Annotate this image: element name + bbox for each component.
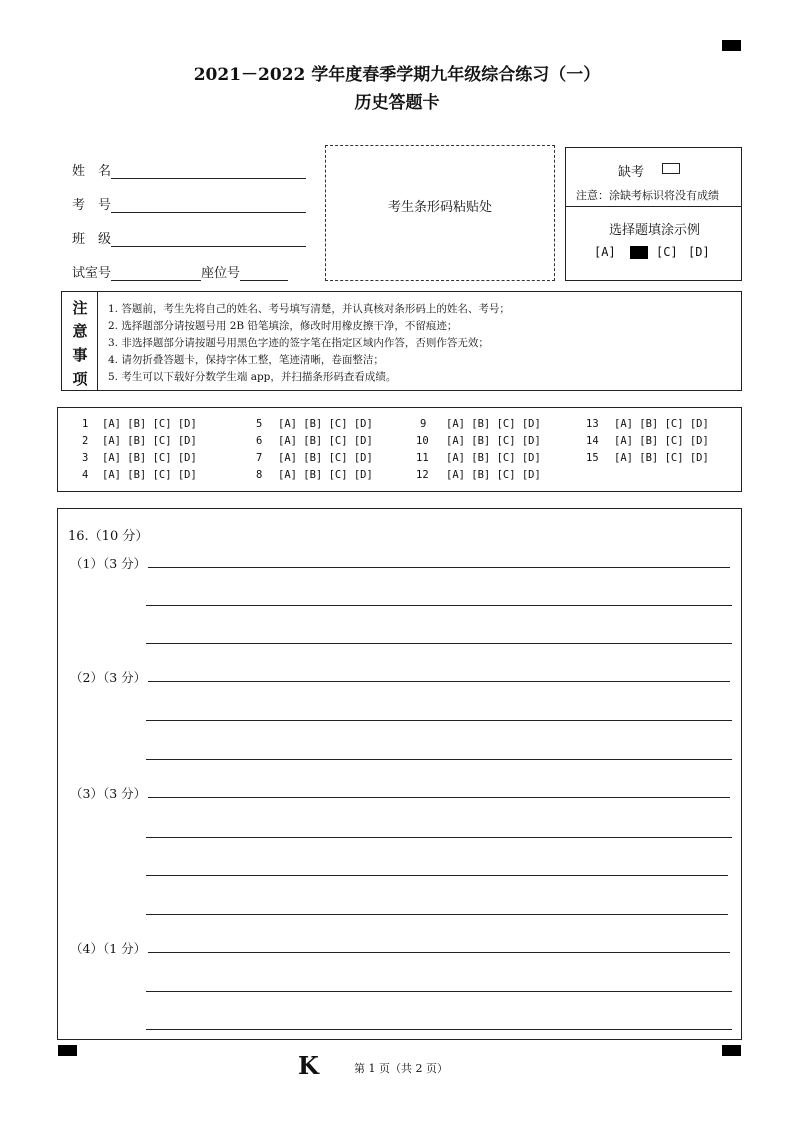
exam-no-field[interactable] — [72, 194, 306, 213]
answer-line[interactable] — [146, 759, 732, 760]
answer-line[interactable] — [146, 991, 732, 992]
choice-number: 14 — [586, 435, 599, 447]
barcode-label: 考生条形码粘贴处 — [387, 200, 492, 215]
choice-bubbles[interactable]: [A] [B] [C] [D] — [446, 418, 541, 430]
example-filled-bubble — [630, 246, 648, 259]
example-option-d: [D] — [688, 245, 710, 259]
answer-line[interactable] — [146, 875, 728, 876]
name-field[interactable] — [72, 160, 306, 179]
choice-bubbles[interactable]: [A] [B] [C] [D] — [102, 452, 197, 464]
choice-bubbles[interactable]: [A] [B] [C] [D] — [278, 418, 373, 430]
choice-bubbles[interactable]: [A] [B] [C] [D] — [446, 435, 541, 447]
choice-bubbles[interactable]: [A] [B] [C] [D] — [278, 452, 373, 464]
choice-bubbles[interactable]: [A] [B] [C] [D] — [278, 435, 373, 447]
choice-number: 9 — [420, 418, 427, 430]
notice-heading-char: 意 — [72, 322, 88, 340]
class-field[interactable] — [72, 228, 306, 247]
choice-bubbles[interactable]: [A] [B] [C] [D] — [614, 452, 709, 464]
question-16-title: 16.（10 分） — [68, 529, 149, 544]
part-3-label: （3）（3 分） — [70, 786, 147, 801]
choice-number: 8 — [256, 469, 263, 481]
choice-bubbles[interactable]: [A] [B] [C] [D] — [614, 418, 709, 430]
answer-line[interactable] — [148, 681, 730, 682]
choice-number: 4 — [82, 469, 89, 481]
page-number: 第 1 页（共 2 页） — [354, 1062, 448, 1075]
notice-item: 5. 考生可以下载好分数学生端 app，并扫描条形码查看成绩。 — [108, 371, 397, 383]
part-4-label: （4）（1 分） — [70, 941, 147, 956]
notice-item: 4. 请勿折叠答题卡，保持字体工整，笔迹清晰，卷面整洁； — [108, 354, 384, 366]
notice-box — [61, 291, 742, 391]
choice-number: 12 — [416, 469, 429, 481]
choice-number: 5 — [256, 418, 263, 430]
part-1-label: （1）（3 分） — [70, 556, 147, 571]
notice-item: 3. 非选择题部分请按题号用黑色字迹的签字笔在指定区域内作答，否则作答无效； — [108, 337, 489, 349]
room-seat-field[interactable] — [72, 262, 288, 281]
notice-heading-char: 事 — [72, 346, 88, 364]
choice-number: 2 — [82, 435, 89, 447]
notice-item: 2. 选择题部分请按题号用 2B 铅笔填涂，修改时用橡皮擦干净，不留痕迹； — [108, 320, 458, 332]
absent-box — [565, 147, 742, 207]
choice-number: 15 — [586, 452, 599, 464]
class-underline[interactable] — [111, 233, 306, 247]
absent-note: 注意：涂缺考标识将没有成绩 — [576, 189, 719, 202]
barcode-paste-area — [325, 145, 555, 281]
choice-number: 7 — [256, 452, 263, 464]
choice-answer-area — [57, 407, 742, 492]
registration-mark-top-right — [722, 40, 741, 51]
choice-bubbles[interactable]: [A] [B] [C] [D] — [102, 418, 197, 430]
answer-line[interactable] — [146, 605, 732, 606]
name-underline[interactable] — [111, 165, 306, 179]
part-2-label: （2）（3 分） — [70, 670, 147, 685]
notice-heading-char: 注 — [72, 299, 88, 317]
example-option-c: [C] — [656, 245, 678, 259]
choice-bubbles[interactable]: [A] [B] [C] [D] — [102, 469, 197, 481]
example-option-a: [A] — [594, 245, 616, 259]
choice-bubbles[interactable]: [A] [B] [C] [D] — [614, 435, 709, 447]
seat-underline[interactable] — [240, 267, 288, 281]
answer-line[interactable] — [148, 567, 730, 568]
fill-example-box — [565, 207, 742, 281]
absent-label: 缺考 — [618, 165, 645, 180]
choice-number: 13 — [586, 418, 599, 430]
answer-line[interactable] — [146, 643, 732, 644]
name-label: 姓 名 — [72, 164, 112, 179]
page-subtitle: 历史答题卡 — [354, 93, 440, 113]
class-label: 班 级 — [72, 232, 112, 247]
registration-mark-bottom-right — [722, 1045, 741, 1056]
notice-item: 1. 答题前，考生先将自己的姓名、考号填写清楚，并认真核对条形码上的姓名、考号； — [108, 303, 510, 315]
answer-line[interactable] — [146, 837, 732, 838]
fill-example-title: 选择题填涂示例 — [608, 223, 700, 238]
paper-version-letter: K — [298, 1051, 319, 1080]
exam-no-underline[interactable] — [111, 199, 306, 213]
choice-bubbles[interactable]: [A] [B] [C] [D] — [102, 435, 197, 447]
registration-mark-bottom-left — [58, 1045, 77, 1056]
choice-bubbles[interactable]: [A] [B] [C] [D] — [278, 469, 373, 481]
room-label: 试室号 — [72, 266, 112, 281]
choice-number: 3 — [82, 452, 89, 464]
notice-heading — [62, 292, 98, 390]
notice-heading-char: 项 — [72, 370, 88, 388]
exam-no-label: 考 号 — [72, 198, 112, 213]
answer-line[interactable] — [148, 952, 730, 953]
choice-bubbles[interactable]: [A] [B] [C] [D] — [446, 469, 541, 481]
answer-line[interactable] — [146, 1029, 732, 1030]
choice-number: 6 — [256, 435, 263, 447]
page-title: 2021－2022 学年度春季学期九年级综合练习（一） — [193, 65, 601, 85]
choice-number: 11 — [416, 452, 429, 464]
question-16-answer-area — [57, 508, 742, 1040]
room-underline[interactable] — [111, 267, 201, 281]
answer-line[interactable] — [146, 720, 732, 721]
choice-bubbles[interactable]: [A] [B] [C] [D] — [446, 452, 541, 464]
answer-line[interactable] — [148, 797, 730, 798]
choice-number: 1 — [82, 418, 89, 430]
seat-label: 座位号 — [201, 266, 241, 281]
absent-checkbox[interactable] — [662, 163, 680, 174]
answer-line[interactable] — [146, 914, 728, 915]
choice-number: 10 — [416, 435, 429, 447]
